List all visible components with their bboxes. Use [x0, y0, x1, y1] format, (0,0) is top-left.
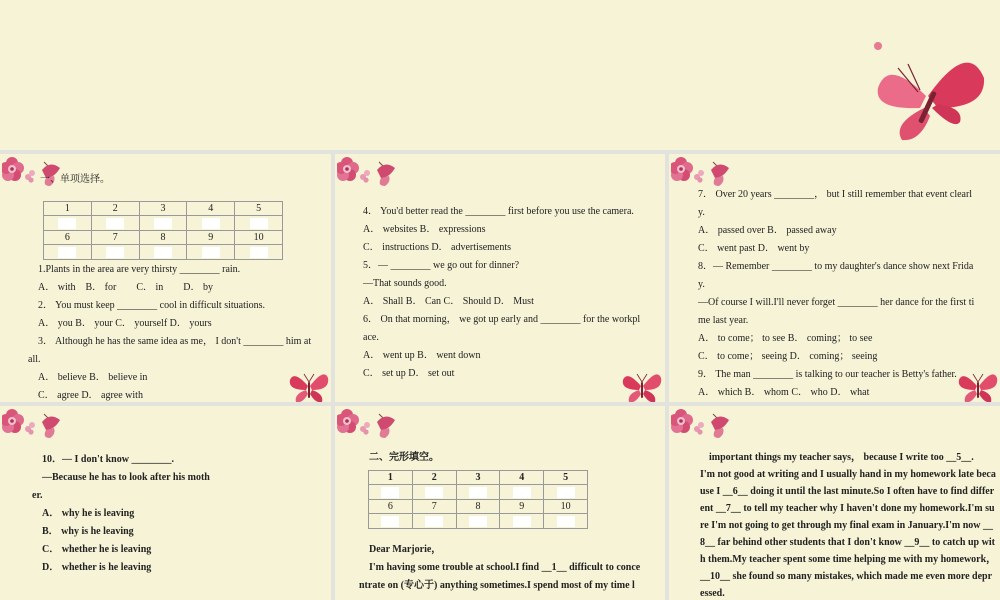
table-cell: 6: [44, 231, 92, 245]
option-line: C． to come； seeing D． coming； seeing: [698, 351, 878, 362]
question-line: 2． You must keep ________ cool in difficult situations.: [38, 300, 266, 311]
question-line: 1.Plants in the area are very thirsty ________ rain.: [38, 264, 241, 275]
flower-icon: [671, 156, 733, 190]
answer-cell[interactable]: [139, 216, 187, 231]
answer-cell[interactable]: [369, 514, 413, 529]
question-line: all.: [28, 354, 41, 365]
table-cell: 6: [369, 500, 413, 514]
table-cell: 9: [500, 500, 544, 514]
answer-cell[interactable]: [91, 216, 139, 231]
flower-icon: [2, 408, 64, 442]
option-line: C． agree D． agree with: [38, 390, 143, 401]
table-cell: 4: [500, 471, 544, 485]
passage-line: I'm not good at writing and I usually hand in my homework late beca: [700, 469, 996, 480]
question-line: ace.: [363, 332, 379, 343]
passage-line: use I __6__ doing it until the last minute.So I often have to find differ: [700, 486, 995, 497]
table-cell: 5: [544, 471, 588, 485]
table-cell: 7: [91, 231, 139, 245]
table-cell: 10: [544, 500, 588, 514]
answer-cell[interactable]: [456, 514, 500, 529]
slide-single-choice-2: [335, 154, 665, 402]
passage-line: re I'm not going to get through my final exam in January.I'm now __: [700, 520, 993, 531]
table-cell: 3: [139, 202, 187, 216]
option-line: A． went up B． went down: [363, 350, 481, 361]
answer-cell[interactable]: [544, 485, 588, 500]
option-line: A． to come； to see B． coming； to see: [698, 333, 873, 344]
table-cell: 1: [44, 202, 92, 216]
flower-icon: [671, 408, 733, 442]
option-line: A． Shall B． Can C． Should D． Must: [363, 296, 534, 307]
passage-line: important things my teacher says， because I write too __5__.: [709, 452, 974, 463]
option-line: A． you B． your C． yourself D． yours: [38, 318, 212, 329]
option-line: B． why is he leaving: [42, 526, 134, 537]
passage-line: ntrate on (专心于) anything sometimes.I spend most of my time l: [359, 580, 635, 591]
question-line: 8．— Remember ________ to my daughter's dance show next Frida: [698, 261, 974, 272]
flower-icon: [337, 408, 399, 442]
table-cell: 3: [456, 471, 500, 485]
option-line: A． why he is leaving: [42, 508, 135, 519]
answer-cell[interactable]: [412, 485, 456, 500]
table-cell: 9: [187, 231, 235, 245]
option-line: C． whether he is leaving: [42, 544, 152, 555]
answer-cell[interactable]: [187, 216, 235, 231]
passage-line: h them.My teacher spent some time helping me with my homework，: [700, 554, 997, 565]
slide-single-choice-1: [0, 154, 331, 402]
question-line: —Because he has to look after his moth: [42, 472, 210, 483]
question-line: —Of course I will.I'll never forget ________ her dance for the first ti: [698, 297, 975, 308]
option-line: A． which B． whom C． who D． what: [698, 387, 870, 398]
section-heading: 一、单项选择。: [40, 174, 110, 185]
slide-cloze-1: [335, 406, 665, 600]
answer-cell[interactable]: [44, 245, 92, 260]
table-cell: 8: [139, 231, 187, 245]
table-cell: 2: [91, 202, 139, 216]
butterfly-icon: [621, 364, 663, 402]
slide-cloze-2: [669, 406, 1000, 600]
question-line: er.: [32, 490, 43, 501]
option-line: A． with B． for C． in D． by: [38, 282, 213, 293]
answer-cell[interactable]: [544, 514, 588, 529]
banner-slide: [0, 0, 1000, 150]
answer-cell[interactable]: [44, 216, 92, 231]
answer-table: [43, 201, 283, 260]
section-heading: 二、完形填空。: [369, 452, 439, 463]
question-line: 7． Over 20 years ________， but I still remember that event clearl: [698, 189, 973, 200]
slide-single-choice-4: [0, 406, 331, 600]
question-line: 3． Although he has the same idea as me， I don't ________ him at: [38, 336, 312, 347]
answer-table: [368, 470, 588, 529]
answer-cell[interactable]: [235, 216, 283, 231]
passage-line: ent __7__ to tell my teacher why I haven't done my homework.I'm su: [700, 503, 995, 514]
passage-line: __10__ she found so many mistakes, which made me even more depr: [700, 571, 993, 582]
answer-cell[interactable]: [500, 514, 544, 529]
question-line: y.: [698, 207, 705, 218]
question-line: 6． On that morning， we got up early and ________ for the workpl: [363, 314, 641, 325]
question-line: —That sounds good.: [363, 278, 447, 289]
answer-cell[interactable]: [139, 245, 187, 260]
option-line: C． set up D． set out: [363, 368, 455, 379]
option-line: D． whether is he leaving: [42, 562, 152, 573]
table-cell: 5: [235, 202, 283, 216]
passage-line: Dear Marjorie，: [369, 544, 442, 555]
table-cell: 10: [235, 231, 283, 245]
option-line: A． websites B． expressions: [363, 224, 486, 235]
table-cell: 1: [369, 471, 413, 485]
option-line: A． believe B． believe in: [38, 372, 148, 383]
passage-line: 8__ far behind other students that I don't know __9__ to catch up wit: [700, 537, 995, 548]
table-cell: 8: [456, 500, 500, 514]
answer-cell[interactable]: [91, 245, 139, 260]
option-line: A． passed over B． passed away: [698, 225, 837, 236]
butterfly-icon: [868, 38, 988, 146]
question-line: 5．— ________ we go out for dinner?: [363, 260, 520, 271]
table-cell: 7: [412, 500, 456, 514]
question-line: 4． You'd better read the ________ first before you use the camera.: [363, 206, 634, 217]
passage-line: essed.: [700, 588, 725, 599]
butterfly-icon: [288, 364, 330, 402]
question-line: y.: [698, 279, 705, 290]
answer-cell[interactable]: [187, 245, 235, 260]
question-line: me last year.: [698, 315, 749, 326]
passage-line: I'm having some trouble at school.I find __1__ difficult to conce: [369, 562, 641, 573]
table-cell: 2: [412, 471, 456, 485]
answer-cell[interactable]: [456, 485, 500, 500]
answer-cell[interactable]: [235, 245, 283, 260]
option-line: C． went past D． went by: [698, 243, 810, 254]
answer-cell[interactable]: [500, 485, 544, 500]
question-line: 9． The man ________ is talking to our teacher is Betty's father.: [698, 369, 957, 380]
slide-single-choice-3: [669, 154, 1000, 402]
option-line: C． instructions D． advertisements: [363, 242, 512, 253]
answer-cell[interactable]: [412, 514, 456, 529]
flower-icon: [337, 156, 399, 190]
butterfly-icon: [957, 364, 999, 402]
answer-cell[interactable]: [369, 485, 413, 500]
table-cell: 4: [187, 202, 235, 216]
question-line: 10．— I don't know ________.: [42, 454, 174, 465]
